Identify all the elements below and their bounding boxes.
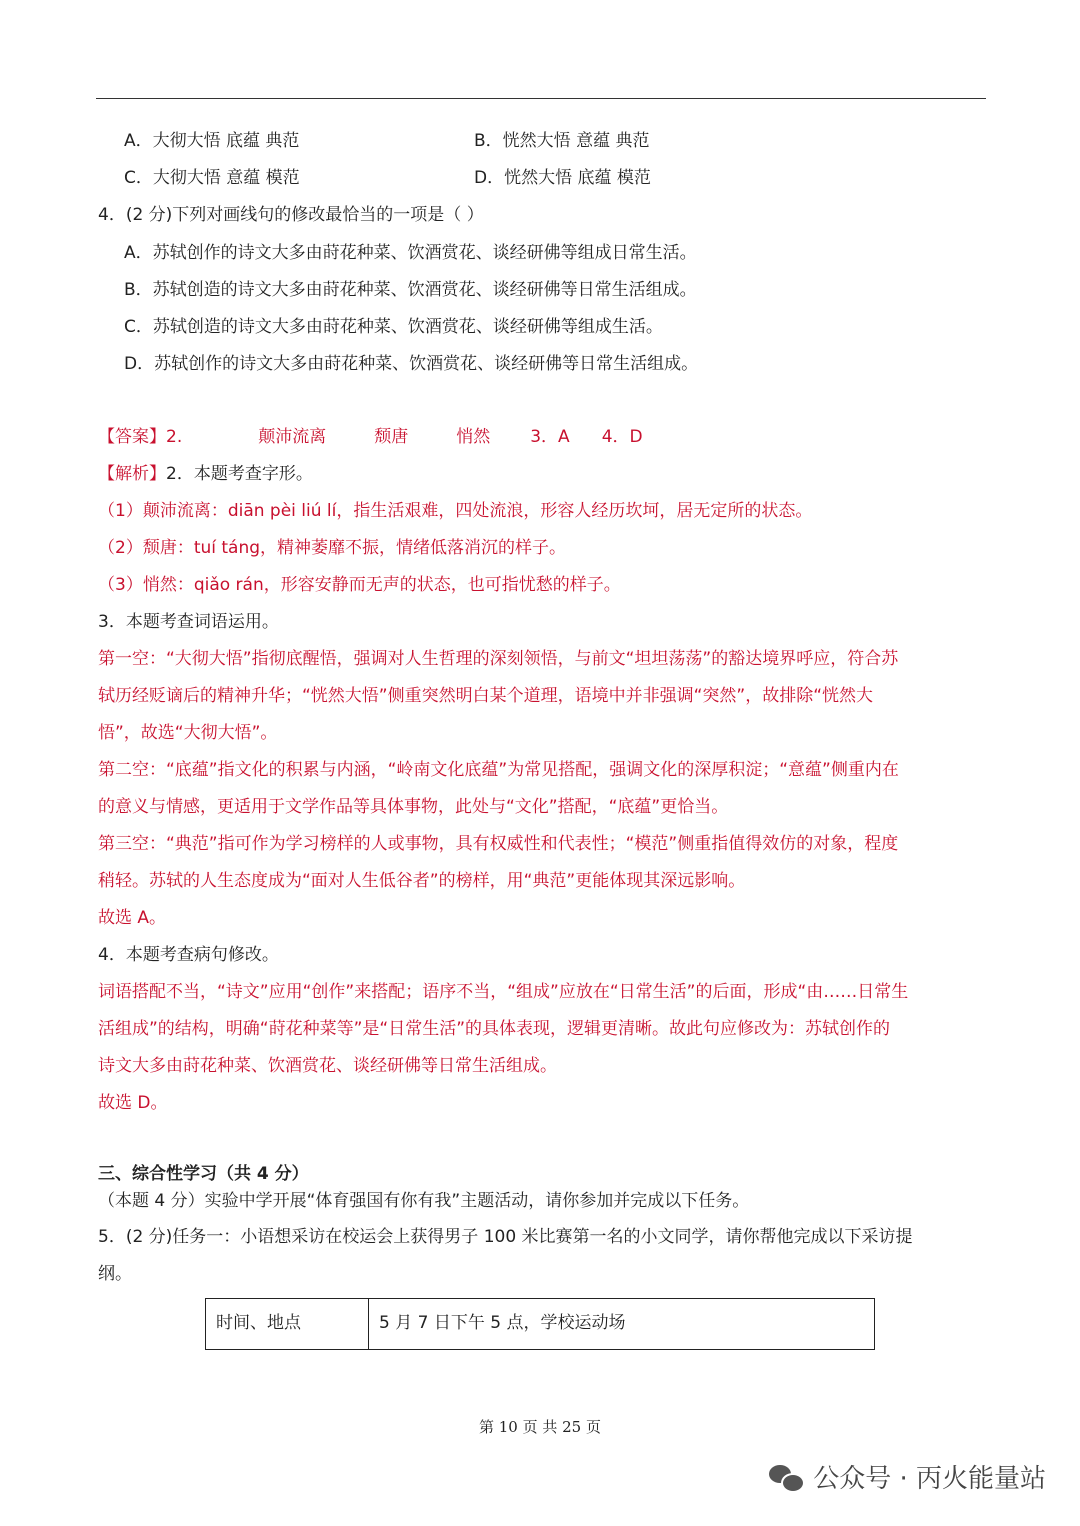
answer-q3: 3．A (530, 427, 570, 447)
analysis-p4-4: 故选 D。 (98, 1093, 168, 1113)
page-footer: 第 10 页 共 25 页 (478, 1418, 601, 1436)
analysis-line-2: （2）颓唐：tuí táng，精神萎靡不振，情绪低落消沉的样子。 (98, 538, 567, 558)
answer-word-2: 颓唐 (374, 427, 409, 447)
analysis-head-text: 2．本题考查字形。 (166, 464, 313, 484)
q4-stem: 4．(2 分)下列对画线句的修改最恰当的一项是（ ） (98, 205, 484, 225)
q3-option-b: B．恍然大悟 意蕴 典范 (474, 131, 650, 151)
section-3-intro: （本题 4 分）实验中学开展“体育强国有你有我”主题活动，请你参加并完成以下任务。 (98, 1191, 750, 1211)
section-3-title: 三、综合性学习（共 4 分） (98, 1164, 309, 1184)
analysis-p2-1: 第二空：“底蕴”指文化的积累与内涵，“岭南文化底蕴”为常见搭配，强调文化的深厚积淀；“意蕴”侧重内在 (98, 760, 899, 780)
answer-label: 【答案】2. (98, 427, 183, 447)
q3-option-d: D．恍然大悟 底蕴 模范 (474, 168, 651, 188)
analysis-label: 【解析】 (98, 464, 166, 484)
wechat-icon (769, 1463, 803, 1491)
watermark (769, 1458, 1046, 1495)
watermark-text: 公众号 · 丙火能量站 (813, 1464, 1046, 1494)
q3-option-a: A．大彻大悟 底蕴 典范 (124, 131, 300, 151)
table-row (206, 1299, 875, 1350)
q5-stem-2: 纲。 (98, 1264, 132, 1284)
q4-option-a: A．苏轼创作的诗文大多由莳花种菜、饮酒赏花、谈经研佛等组成日常生活。 (124, 243, 697, 263)
analysis-line-1: （1）颠沛流离：diān pèi liú lí，指生活艰难，四处流浪，形容人经历坎坷，居无定所的状态。 (98, 501, 813, 521)
table-label-cell: 时间、地点 (206, 1299, 369, 1350)
answer-line (98, 425, 643, 449)
interview-table (205, 1298, 875, 1350)
answer-word-1: 颠沛流离 (258, 427, 327, 447)
header-rule (96, 98, 986, 99)
answer-q4: 4．D (601, 427, 643, 447)
analysis-p4-3: 诗文大多由莳花种菜、饮酒赏花、谈经研佛等日常生活组成。 (98, 1056, 557, 1076)
q4-option-b: B．苏轼创造的诗文大多由莳花种菜、饮酒赏花、谈经研佛等日常生活组成。 (124, 280, 697, 300)
analysis-q4-head: 4．本题考查病句修改。 (98, 945, 279, 965)
table-value-cell: 5 月 7 日下午 5 点，学校运动场 (369, 1299, 875, 1350)
analysis-p1-1: 第一空：“大彻大悟”指彻底醒悟，强调对人生哲理的深刻领悟，与前文“坦坦荡荡”的豁达境界呼应，符合苏 (98, 649, 899, 669)
q3-option-c: C．大彻大悟 意蕴 模范 (124, 168, 300, 188)
analysis-p2-2: 的意义与情感，更适用于文学作品等具体事物，此处与“文化”搭配，“底蕴”更恰当。 (98, 797, 729, 817)
analysis-p4-1: 词语搭配不当，“诗文”应用“创作”来搭配；语序不当，“组成”应放在“日常生活”的后面，形成“由……日常生 (98, 982, 909, 1002)
analysis-p1-3: 悟”，故选“大彻大悟”。 (98, 723, 278, 743)
analysis-p3-3: 故选 A。 (98, 908, 167, 928)
answer-word-3: 悄然 (456, 427, 491, 447)
analysis-p3-2: 稍轻。苏轼的人生态度成为“面对人生低谷者”的榜样，用“典范”更能体现其深远影响。 (98, 871, 746, 891)
analysis-p4-2: 活组成”的结构，明确“莳花种菜等”是“日常生活”的具体表现，逻辑更清晰。故此句应修改为：苏轼创作的 (98, 1019, 891, 1039)
q4-option-d: D．苏轼创作的诗文大多由莳花种菜、饮酒赏花、谈经研佛等日常生活组成。 (124, 354, 699, 374)
q5-stem-1: 5．(2 分)任务一：小语想采访在校运会上获得男子 100 米比赛第一名的小文同学，请你帮他完成以下采访提 (98, 1227, 913, 1247)
analysis-q3-head: 3．本题考查词语运用。 (98, 612, 279, 632)
analysis-line-3: （3）悄然：qiǎo rán，形容安静而无声的状态，也可指忧愁的样子。 (98, 575, 621, 595)
analysis-p3-1: 第三空：“典范”指可作为学习榜样的人或事物，具有权威性和代表性；“模范”侧重指值得效仿的对象，程度 (98, 834, 899, 854)
analysis-head (98, 462, 313, 486)
q4-option-c: C．苏轼创造的诗文大多由莳花种菜、饮酒赏花、谈经研佛等组成生活。 (124, 317, 663, 337)
analysis-p1-2: 轼历经贬谪后的精神升华；“恍然大悟”侧重突然明白某个道理，语境中并非强调“突然”，故排除“恍然大 (98, 686, 874, 706)
